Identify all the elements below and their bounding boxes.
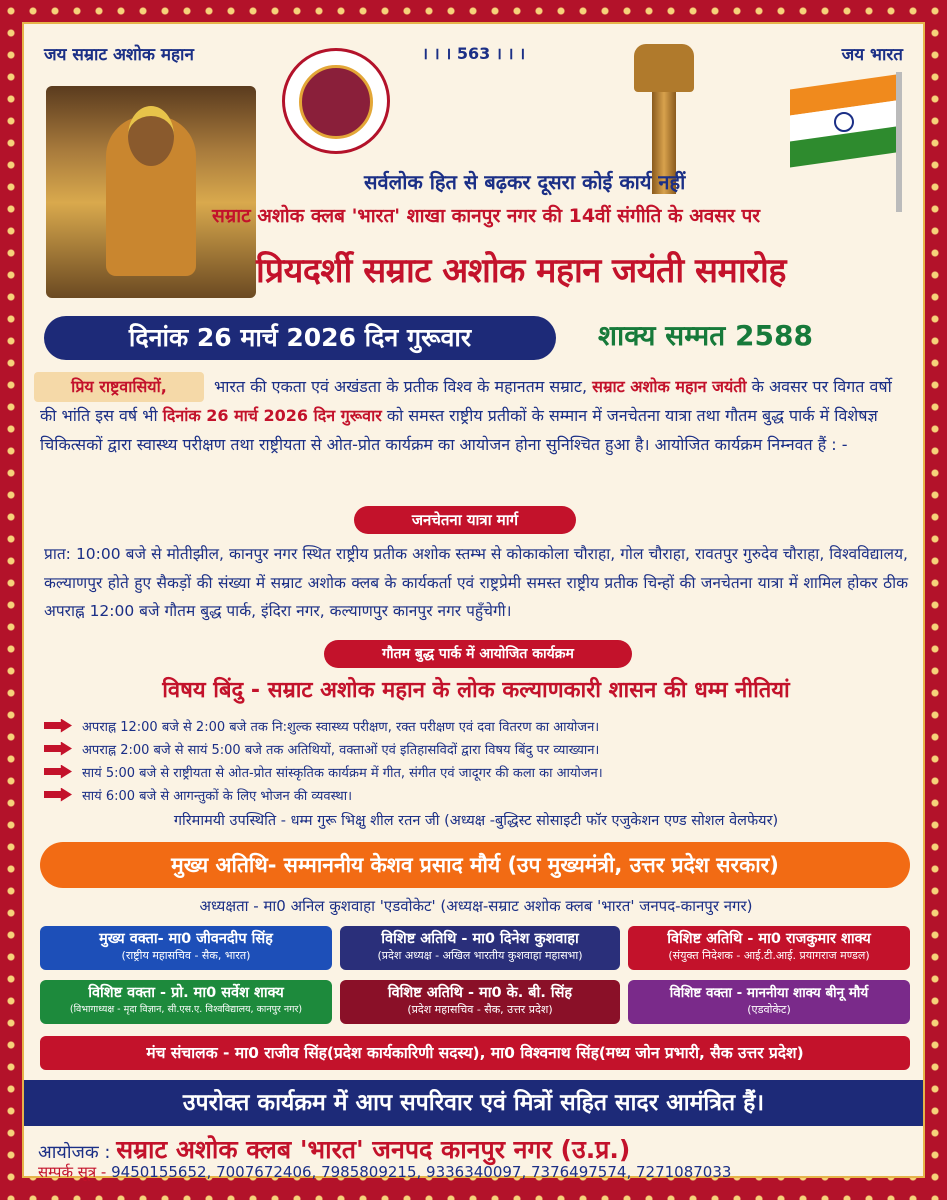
salutation: प्रिय राष्ट्रवासियों, [34, 372, 204, 402]
route-heading: जनचेतना यात्रा मार्ग [354, 506, 576, 534]
organizer-label: आयोजक : [38, 1142, 111, 1163]
logo-emblem [299, 65, 373, 139]
speaker-role: (प्रदेश महासचिव - सैक, उत्तर प्रदेश) [407, 1003, 553, 1016]
chief-guest-banner: मुख्य अतिथि- सम्माननीय केशव प्रसाद मौर्य (उप मुख्यमंत्री, उत्तर प्रदेश सरकार) [40, 842, 910, 888]
program-item-text: अपराह्न 12:00 बजे से 2:00 बजे तक नि:शुल्क स्वास्थ्य परीक्षण, रक्त परीक्षण एवं दवा वितरण का आयोजन। [82, 719, 600, 735]
program-item [44, 783, 904, 806]
emperor-portrait [46, 86, 256, 298]
organizer-name: सम्राट अशोक क्लब 'भारत' जनपद कानपुर नगर (उ.प्र.) [116, 1135, 631, 1164]
program-list [44, 714, 904, 806]
presidency: अध्यक्षता - मा0 अनिल कुशवाहा 'एडवोकेट' (अध्यक्ष-सम्राट अशोक क्लब 'भारत' जनपद-कानपुर नगर) [199, 897, 753, 915]
speaker-card [40, 926, 332, 970]
speaker-title: विशिष्ट वक्ता - माननीया शाक्य बीनू मौर्य [669, 985, 869, 1001]
speaker-title: विशिष्ट वक्ता - प्रो. मा0 सर्वेश शाक्य [88, 985, 284, 1001]
intro-bold-1: सम्राट अशोक महान जयंती [592, 377, 747, 396]
organizer-line [38, 1132, 630, 1166]
speaker-card [340, 980, 620, 1024]
main-title: प्रियदर्शी सम्राट अशोक महान जयंती समारोह [256, 251, 786, 291]
speaker-card [40, 980, 332, 1024]
topic-heading: विषय बिंदु - सम्राट अशोक महान के लोक कल्याणकारी शासन की धम्म नीतियां [162, 678, 790, 703]
portrait-head [128, 106, 174, 166]
contact-numbers: 9450155652, 7007672406, 7985809215, 9336340097, 7376497574, 7271087033 [111, 1163, 732, 1181]
shakya-era: शाक्य सम्मत 2588 [598, 319, 813, 352]
speaker-title: विशिष्ट अतिथि - मा0 दिनेश कुशवाहा [381, 931, 579, 947]
speaker-role: (एडवोकेट) [747, 1003, 791, 1016]
arrow-right-icon [44, 719, 72, 733]
program-item [44, 714, 904, 737]
route-text: प्रात: 10:00 बजे से मोतीझील, कानपुर नगर स्थित राष्ट्रीय प्रतीक अशोक स्तम्भ से कोकाकोला चौराहा, गोल चौराहा, रावतपुर गुरुदेव चौराहा, विश्वविद्यालय, कल्याणपुर होते हुए सैकड़ों की संख्या में सम्राट अशोक क्लब के कार्यकर्ता एवं राष्ट्रप्रेमी समस्त राष्ट्रीय प्रतीक चिन्हों की जनचेतना यात्रा में शामिल होकर ठीक अपराह्न 12:00 बजे गौतम बुद्ध पार्क, इंदिरा नगर, कल्याणपुर कानपुर नगर पहुँचेगी। [44, 545, 908, 620]
flag-pole [896, 72, 902, 212]
occasion-subtitle: सम्राट अशोक क्लब 'भारत' शाखा कानपुर नगर की 14वीं संगीति के अवसर पर [212, 205, 761, 227]
invitation-banner: उपरोक्त कार्यक्रम में आप सपरिवार एवं मित्रों सहित सादर आमंत्रित हैं। [24, 1080, 923, 1126]
program-item-text: सायं 5:00 बजे से राष्ट्रीयता से ओत-प्रोत सांस्कृतिक कार्यक्रम में गीत, संगीत एवं जादूगर की कला का आयोजन। [82, 765, 603, 781]
slogan-right: जय भारत [841, 45, 903, 65]
ashoka-chakra-icon [834, 112, 854, 132]
arrow-right-icon [44, 788, 72, 802]
club-logo [282, 48, 390, 154]
program-item-text: अपराह्न 2:00 बजे से सायं 5:00 बजे तक अतिथियों, वक्ताओं एवं इतिहासविदों द्वारा विषय बिंदु पर व्याख्यान। [82, 742, 600, 758]
intro-bold-2: दिनांक 26 मार्च 2026 दिन गुरूवार [162, 406, 382, 425]
gracious-presence: गरिमामयी उपस्थिति - धम्म गुरू भिक्षु शील रतन जी (अध्यक्ष -बुद्धिस्ट सोसाइटी फॉर एजुकेशन एण्ड सोशल वेलफेयर) [173, 813, 779, 829]
stage-anchors: मंच संचालक - मा0 राजीव सिंह(प्रदेश कार्यकारिणी सदस्य), मा0 विश्वनाथ सिंह(मध्य जोन प्रभारी, सैक उत्तर प्रदेश) [40, 1036, 910, 1070]
intro-text-1: भारत की एकता एवं अखंडता के प्रतीक विश्व के महानतम सम्राट, [214, 377, 593, 396]
speaker-role: (विभागाध्यक्ष - मृदा विज्ञान, सी.एस.ए. विश्वविद्यालय, कानपुर नगर) [69, 1004, 303, 1015]
intro-text-3: को समस्त राष्ट्रीय प्रतीकों के सम्मान में जनचेतना यात्रा तथा गौतम बुद्ध पार्क में विशेषज्ञ चिकित्सकों द्वारा स्वास्थ्य परीक्षण तथा राष्ट्रीयता से ओत-प्रोत कार्यक्रम का आयोजन होना सुनिश्चित हुआ है। आयोजित कार्यक्रम निम्नवत हैं : - [40, 406, 878, 454]
arrow-right-icon [44, 765, 72, 779]
speaker-title: मुख्य वक्ता- मा0 जीवनदीप सिंह [99, 931, 273, 947]
number-marker: । । । 563 । । । [422, 44, 526, 63]
speaker-card [628, 980, 910, 1024]
lion-capital [634, 44, 694, 92]
event-date: दिनांक 26 मार्च 2026 दिन गुरूवार [44, 316, 556, 360]
poster [22, 22, 925, 1181]
speaker-title: विशिष्ट अतिथि - मा0 के. बी. सिंह [387, 985, 573, 1001]
indian-flag-icon [790, 82, 902, 164]
speaker-role: (राष्ट्रीय महासचिव - सैक, भारत) [121, 949, 251, 962]
program-item-text: सायं 6:00 बजे से आगन्तुकों के लिए भोजन की व्यवस्था। [82, 788, 352, 804]
speaker-card [628, 926, 910, 970]
program-item [44, 737, 904, 760]
contact-label: सम्पर्क सूत्र - [38, 1163, 107, 1181]
speaker-role: (प्रदेश अध्यक्ष - अखिल भारतीय कुशवाहा महासभा) [377, 949, 583, 962]
slogan-left: जय सम्राट अशोक महान [44, 45, 194, 65]
intro-text-2: के अवसर पर विगत वर्षो की भांति इस वर्ष भी [40, 377, 892, 425]
speaker-card [340, 926, 620, 970]
speaker-role: (संयुक्त निदेशक - आई.टी.आई. प्रयागराज मण्डल) [668, 949, 870, 962]
arrow-right-icon [44, 742, 72, 756]
park-heading: गौतम बुद्ध पार्क में आयोजित कार्यक्रम [324, 640, 632, 668]
motto: सर्वलोक हित से बढ़कर दूसरा कोई कार्य नहीं [364, 170, 686, 194]
contact-line [38, 1162, 731, 1182]
program-item [44, 760, 904, 783]
speaker-title: विशिष्ट अतिथि - मा0 राजकुमार शाक्य [667, 931, 871, 947]
